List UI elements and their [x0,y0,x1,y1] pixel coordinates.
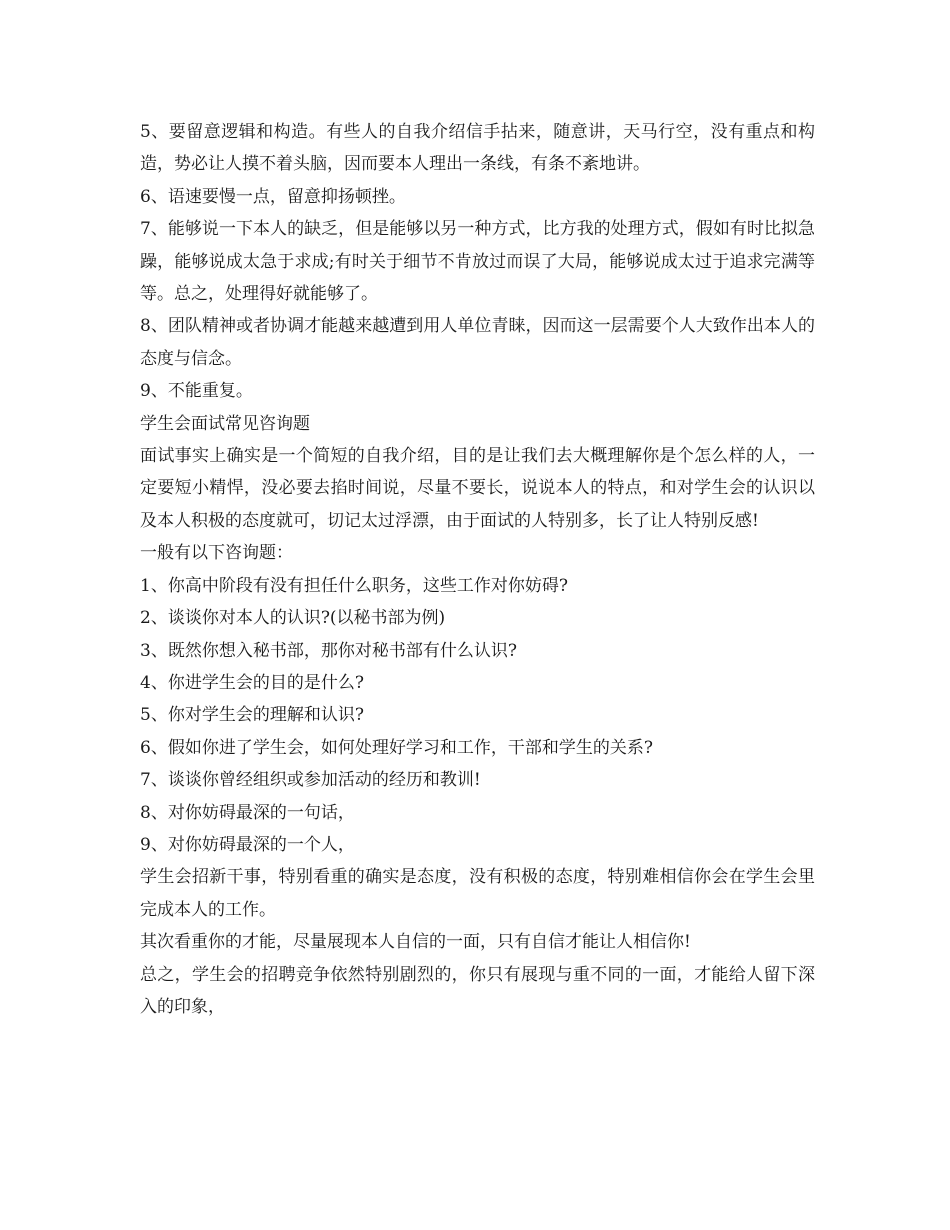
question-8: 8、对你妨碍最深的一句话， [140,802,355,823]
section-heading: 学生会面试常见咨询题 [140,413,310,434]
question-3: 3、既然你想入秘书部，那你对秘书部有什么认识? [140,640,517,661]
paragraph-attitude: 学生会招新干事，特别看重的确实是态度，没有积极的态度，特别难相信你会在学生会里完成本人的工作。 [140,867,815,920]
paragraph-intro: 面试事实上确实是一个简短的自我介绍，目的是让我们去大概理解你是个怎么样的人，一定要短小精悍，没必要去掐时间说，尽量不要长，说说本人的特点，和对学生会的认识以及本人积极的态度就可，切记太过浮漂，由于面试的人特别多，长了让人特别反感! [140,446,815,531]
paragraph-ability: 其次看重你的才能，尽量展现本人自信的一面，只有自信才能让人相信你! [140,932,691,953]
paragraph-tip-9: 9、不能重复。 [140,381,253,402]
question-7: 7、谈谈你曾经组织或参加活动的经历和教训! [140,770,481,791]
question-2: 2、谈谈你对本人的认识?(以秘书部为例) [140,608,446,629]
paragraph-conclusion: 总之，学生会的招聘竞争依然特别剧烈的，你只有展现与重不同的一面，才能给人留下深入的印象， [140,964,815,1017]
question-1: 1、你高中阶段有没有担任什么职务，这些工作对你妨碍? [140,575,568,596]
question-6: 6、假如你进了学生会，如何处理好学习和工作，干部和学生的关系? [140,737,653,758]
question-5: 5、你对学生会的理解和认识? [140,705,364,726]
paragraph-tip-8: 8、团队精神或者协调才能越来越遭到用人单位青睐，因而这一层需要个人大致作出本人的态度与信念。 [140,316,815,369]
document-body [140,116,815,1023]
paragraph-tip-6: 6、语速要慢一点，留意抑扬顿挫。 [140,186,406,207]
paragraph-tip-5: 5、要留意逻辑和构造。有些人的自我介绍信手拈来，随意讲，天马行空，没有重点和构造，势必让人摸不着头脑，因而要本人理出一条线，有条不紊地讲。 [140,122,815,175]
paragraph-tip-7: 7、能够说一下本人的缺乏，但是能够以另一种方式，比方我的处理方式，假如有时比拟急躁，能够说成太急于求成;有时关于细节不肯放过而误了大局，能够说成太过于追求完满等等。总之，处理得好就能够了。 [140,219,815,305]
paragraph-questions-lead: 一般有以下咨询题： [140,543,293,564]
question-4: 4、你进学生会的目的是什么? [140,672,364,693]
question-9: 9、对你妨碍最深的一个人， [140,834,355,855]
